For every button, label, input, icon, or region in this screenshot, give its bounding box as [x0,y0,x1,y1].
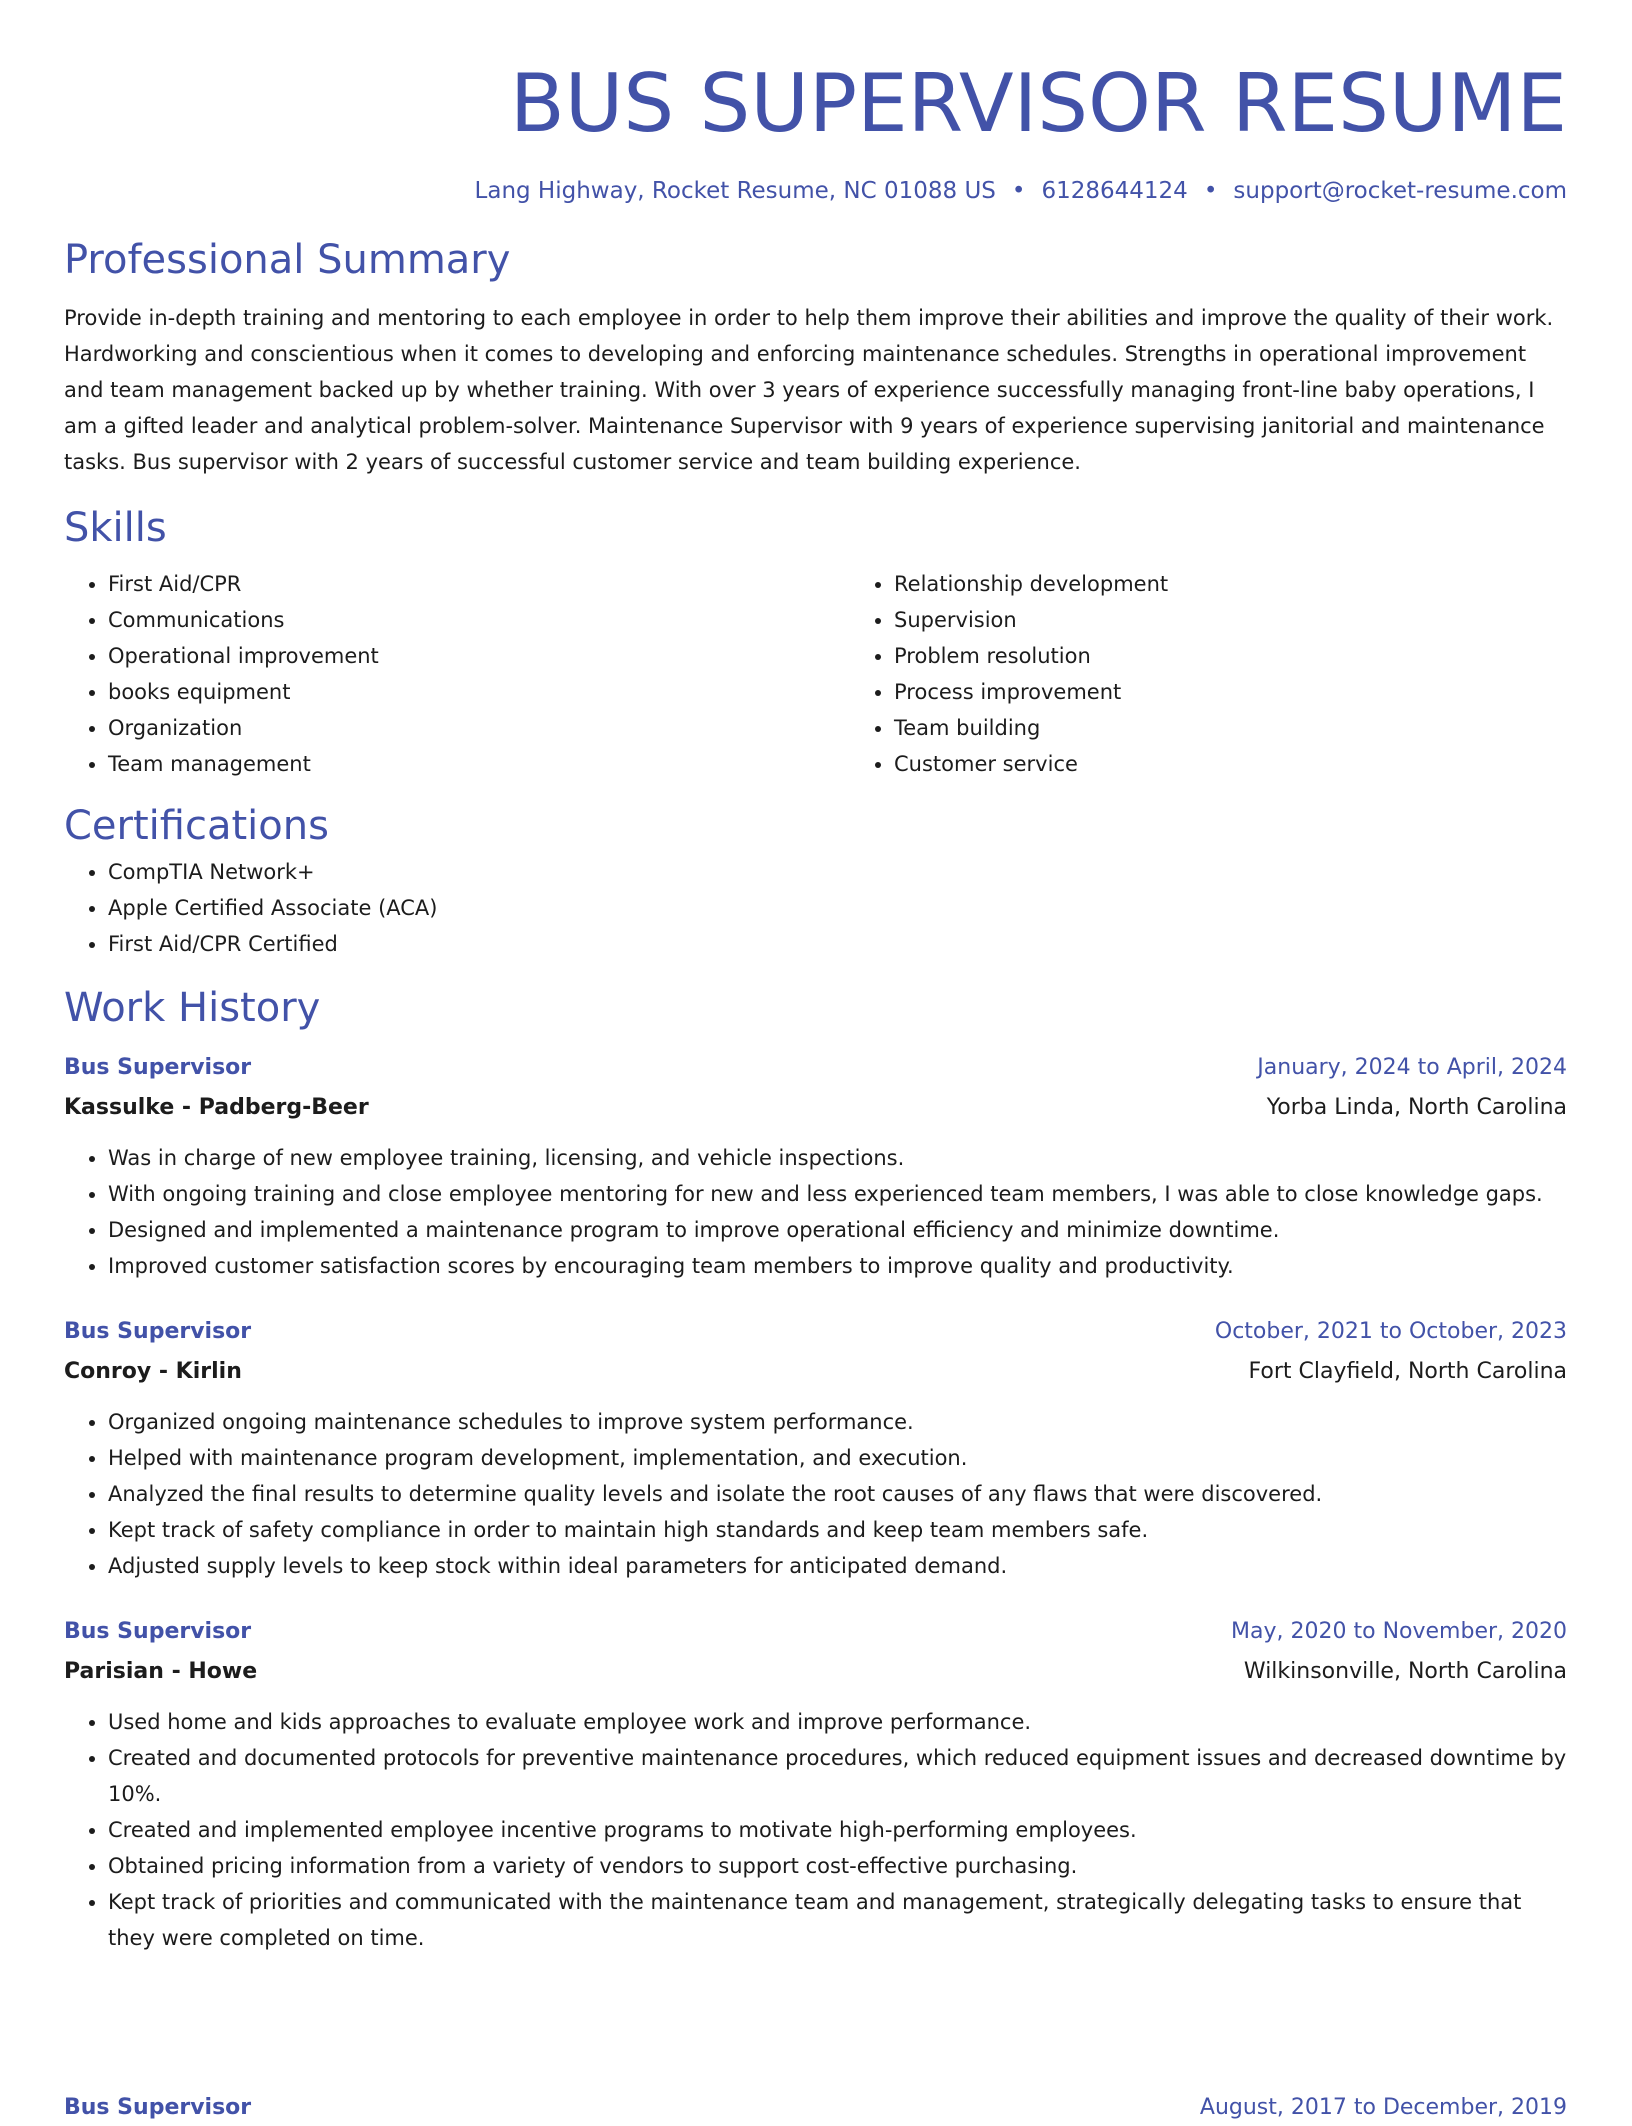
skill-item: • Relationship development [894,566,1632,602]
job-bullet: • Kept track of safety compliance in order to maintain high standards and keep team members safe. [108,1512,1567,1548]
job-bullet: • Organized ongoing maintenance schedules to improve system performance. [108,1404,1567,1440]
contact-phone: 6128644124 [1041,178,1188,204]
job-role: Bus Supervisor [64,1319,252,1344]
skill-item: • Team building [894,710,1632,746]
skills-list-right [850,566,1632,782]
job-entry [64,1314,1567,1584]
job-company: Parisian - Howe [64,1659,258,1684]
job-company: Kassulke - Padberg-Beer [64,1095,369,1120]
job-dates: October, 2021 to October, 2023 [1214,1319,1567,1344]
summary-heading: Professional Summary [64,237,511,283]
job-bullet: • Analyzed the final results to determine quality levels and isolate the root causes of any flaws that were discovered. [108,1476,1567,1512]
job-entry [64,1050,1567,1284]
job-header [64,1050,1567,1086]
skill-item: • Problem resolution [894,638,1632,674]
resume-page [64,0,1567,2120]
certification-item: • CompTIA Network+ [108,854,1567,890]
job-bullets [64,1704,1567,1956]
job-role: Bus Supervisor [64,2095,252,2120]
certifications-heading: Certifications [64,803,329,849]
job-location: Fort Clayfield, North Carolina [1248,1359,1567,1384]
certifications-list [64,854,1567,962]
skill-item: • First Aid/CPR [108,566,850,602]
certification-item: • First Aid/CPR Certified [108,926,1567,962]
skill-item: • Process improvement [894,674,1632,710]
contact-address: Lang Highway, Rocket Resume, NC 01088 US [474,178,996,204]
job-bullet: • Was in charge of new employee training, licensing, and vehicle inspections. [108,1140,1567,1176]
skills-columns [64,566,1567,782]
resume-title: BUS SUPERVISOR RESUME [509,57,1567,150]
skill-item: • Supervision [894,602,1632,638]
skill-item: • books equipment [108,674,850,710]
job-bullets [64,1140,1567,1284]
job-dates: August, 2017 to December, 2019 [1199,2095,1567,2120]
skill-item: • Customer service [894,746,1632,782]
job-header [64,1614,1567,1650]
job-role: Bus Supervisor [64,1619,252,1644]
job-bullet: • Created and implemented employee incentive programs to motivate high-performing employees. [108,1812,1567,1848]
job-subheader [64,1354,1567,1390]
job-bullet: • Improved customer satisfaction scores by encouraging team members to improve quality and productivity. [108,1248,1567,1284]
job-subheader [64,1654,1567,1690]
contact-separator: • [1203,178,1218,204]
job-bullet: • Used home and kids approaches to evaluate employee work and improve performance. [108,1704,1567,1740]
job-entry [64,1614,1567,1956]
job-location: Yorba Linda, North Carolina [1266,1095,1567,1120]
job-dates: May, 2020 to November, 2020 [1231,1619,1567,1644]
skill-item: • Operational improvement [108,638,850,674]
summary-text: Provide in-depth training and mentoring to each employee in order to help them improve their abilities and improve the quality of their work. Hardworking and conscientious when it comes to developing and enforcing maintenance schedules. Strengths in operational improvement and team management backed up by whether training. With over 3 years of experience successfully managing front-line baby operations, I am a gifted leader and analytical problem-solver. Maintenance Supervisor with 9 years of experience supervising janitorial and maintenance tasks. Bus supervisor with 2 years of successful customer service and team building experience. [64,306,1554,474]
job-bullet: • Designed and implemented a maintenance program to improve operational efficiency and minimize downtime. [108,1212,1567,1248]
work-history-heading: Work History [64,985,321,1031]
job-bullet: • Kept track of priorities and communicated with the maintenance team and management, strategically delegating tasks to ensure that they were completed on time. [108,1884,1567,1956]
job-bullet: • Adjusted supply levels to keep stock within ideal parameters for anticipated demand. [108,1548,1567,1584]
contact-line [64,174,1567,208]
job-subheader [64,1090,1567,1126]
job-header [64,1314,1567,1350]
skill-item: • Team management [108,746,850,782]
contact-separator: • [1011,178,1026,204]
job-bullets [64,1404,1567,1584]
job-company: Conroy - Kirlin [64,1359,242,1384]
job-bullet: • With ongoing training and close employee mentoring for new and less experienced team members, I was able to close knowledge gaps. [108,1176,1567,1212]
skill-item: • Communications [108,602,850,638]
job-bullet: • Obtained pricing information from a variety of vendors to support cost-effective purchasing. [108,1848,1567,1884]
job-dates: January, 2024 to April, 2024 [1257,1055,1567,1080]
next-job-header-partial [64,2090,1567,2126]
skill-item: • Organization [108,710,850,746]
job-role: Bus Supervisor [64,1055,252,1080]
job-location: Wilkinsonville, North Carolina [1243,1659,1567,1684]
job-bullet: • Helped with maintenance program development, implementation, and execution. [108,1440,1567,1476]
contact-email: support@rocket-resume.com [1233,178,1567,204]
skills-heading: Skills [64,505,167,551]
certification-item: • Apple Certified Associate (ACA) [108,890,1567,926]
job-bullet: • Created and documented protocols for preventive maintenance procedures, which reduced equipment issues and decreased downtime by 10%. [108,1740,1567,1812]
skills-list-left [64,566,850,782]
